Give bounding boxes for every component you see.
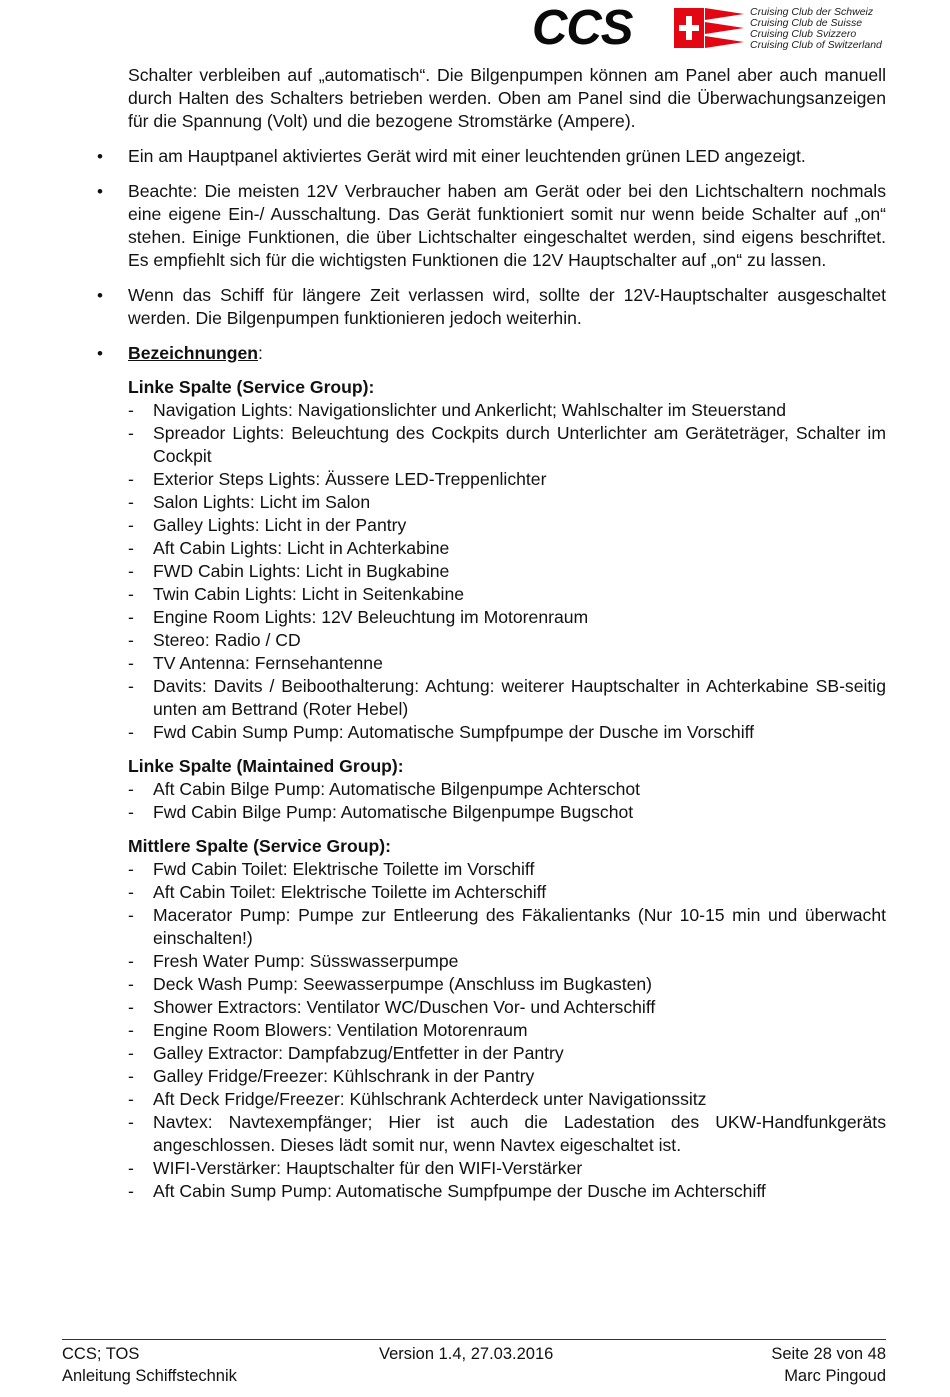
list-item — [97, 721, 886, 744]
bullet-icon: • — [97, 182, 103, 201]
list-item — [97, 491, 886, 514]
dash-marker: - — [128, 1181, 134, 1201]
dash-marker: - — [128, 1089, 134, 1109]
list-item-text: Exterior Steps Lights: Äussere LED-Treppenlichter — [153, 469, 547, 489]
list-item-text: TV Antenna: Fernsehantenne — [153, 653, 383, 673]
bullet-icon: • — [97, 344, 103, 363]
list-item-text: Navtex: Navtexempfänger; Hier ist auch die Ladestation des UKW-Handfunkgeräts angeschlossen. Dieses lädt somit nur, wenn Navtex eigeschaltet ist. — [153, 1112, 886, 1155]
list-item-text: Aft Cabin Sump Pump: Automatische Sumpfpumpe der Dusche im Achterschiff — [153, 1181, 766, 1201]
club-names — [750, 7, 882, 51]
list-item-text: Engine Room Lights: 12V Beleuchtung im Motorenraum — [153, 607, 589, 627]
list-item-text: Stereo: Radio / CD — [153, 630, 301, 650]
dash-marker: - — [128, 802, 134, 822]
bullet-text: Ein am Hauptpanel aktiviertes Gerät wird mit einer leuchtenden grünen LED angezeigt. — [128, 146, 806, 166]
dash-marker: - — [128, 1112, 134, 1132]
list-item-text: Davits: Davits / Beiboothalterung: Achtung: weiterer Hauptschalter in Achterkabine SB-seitig unten am Bettrand (Roter Hebel) — [153, 676, 886, 719]
list-item — [97, 1019, 886, 1042]
list-item — [97, 904, 886, 950]
swiss-flag-pennant-icon — [674, 8, 744, 50]
list-item-text: Galley Fridge/Freezer: Kühlschrank in der Pantry — [153, 1066, 535, 1086]
list-item-text: Galley Extractor: Dampfabzug/Entfetter in der Pantry — [153, 1043, 564, 1063]
dash-marker: - — [128, 882, 134, 902]
list-item — [97, 950, 886, 973]
page-footer — [62, 1339, 886, 1385]
ccs-logo — [532, 1, 892, 55]
list-item — [97, 778, 886, 801]
list-item-text: Fresh Water Pump: Süsswasserpumpe — [153, 951, 459, 971]
list-item — [97, 583, 886, 606]
list-item — [97, 1088, 886, 1111]
group-title: Linke Spalte (Maintained Group): — [128, 756, 404, 776]
list-item-text: Aft Deck Fridge/Freezer: Kühlschrank Achterdeck unter Navigationssitz — [153, 1089, 707, 1109]
list-item — [97, 801, 886, 824]
page-content — [97, 64, 886, 1203]
list-item-text: Shower Extractors: Ventilator WC/Duschen Vor- und Achterschiff — [153, 997, 656, 1017]
list-item-text: WIFI-Verstärker: Hauptschalter für den WIFI-Verstärker — [153, 1158, 583, 1178]
bullet-text: Beachte: Die meisten 12V Verbraucher haben am Gerät oder bei den Lichtschaltern nochmals eine eigene Ein-/ Ausschaltung. Das Gerät funktioniert somit nur wenn beide Schalter auf „on“ stehen. Einige Funktionen, die über Lichtschalter eingeschaltet werden, sind eigens beschriftet. Es empfiehlt sich für die wichtigsten Funktionen die 12V Hauptschalter auf „on“ zu lassen. — [128, 181, 886, 270]
bullet-item — [97, 180, 886, 272]
designation-groups — [97, 376, 886, 1203]
list-item — [97, 514, 886, 537]
list-item-text: Aft Cabin Toilet: Elektrische Toilette im Achterschiff — [153, 882, 547, 902]
dash-marker: - — [128, 653, 134, 673]
list-item-text: Galley Lights: Licht in der Pantry — [153, 515, 407, 535]
list-item — [97, 881, 886, 904]
list-item — [97, 996, 886, 1019]
dash-marker: - — [128, 538, 134, 558]
dash-marker: - — [128, 779, 134, 799]
list-item — [97, 606, 886, 629]
dash-marker: - — [128, 1020, 134, 1040]
footer-row — [62, 1340, 886, 1363]
club-name-en: Cruising Club of Switzerland — [750, 39, 882, 51]
dash-marker: - — [128, 469, 134, 489]
list-item-text: Macerator Pump: Pumpe zur Entleerung des Fäkalientanks (Nur 10-15 min und überwacht einschalten!) — [153, 905, 886, 948]
dash-marker: - — [128, 1066, 134, 1086]
list-item — [97, 1042, 886, 1065]
dash-marker: - — [128, 974, 134, 994]
bullet-text: Wenn das Schiff für längere Zeit verlassen wird, sollte der 12V-Hauptschalter ausgeschaltet werden. Die Bilgenpumpen funktionieren jedoch weiterhin. — [128, 285, 886, 328]
bullet-item — [97, 284, 886, 330]
list-item — [97, 1157, 886, 1180]
club-name-it: Cruising Club Svizzero — [750, 28, 857, 40]
list-item-text: Fwd Cabin Sump Pump: Automatische Sumpfpumpe der Dusche im Vorschiff — [153, 722, 755, 742]
dash-marker: - — [128, 997, 134, 1017]
list-item-text: Fwd Cabin Toilet: Elektrische Toilette im Vorschiff — [153, 859, 535, 879]
list-item — [97, 973, 886, 996]
dash-marker: - — [128, 584, 134, 604]
dash-marker: - — [128, 630, 134, 650]
footer-org: CCS; TOS — [62, 1345, 140, 1363]
dash-marker: - — [128, 722, 134, 742]
intro-paragraph: Schalter verbleiben auf „automatisch“. Die Bilgenpumpen können am Panel aber auch manuell durch Halten des Schalters betrieben werden. Oben am Panel sind die Überwachungsanzeigen für die Spannung (Volt) und die bezogene Stromstärke (Ampere). — [128, 65, 886, 131]
footer-author: Marc Pingoud — [784, 1367, 886, 1385]
list-item — [97, 468, 886, 491]
list-item — [97, 858, 886, 881]
list-item-text: Twin Cabin Lights: Licht in Seitenkabine — [153, 584, 465, 604]
bullet-icon: • — [97, 286, 103, 305]
club-name-de: Cruising Club der Schweiz — [750, 6, 874, 18]
list-item-text: Engine Room Blowers: Ventilation Motorenraum — [153, 1020, 528, 1040]
group-title: Linke Spalte (Service Group): — [128, 377, 375, 397]
footer-page-number: Seite 28 von 48 — [771, 1345, 886, 1363]
logo-wordmark: CCS — [532, 1, 633, 55]
bullet-item — [97, 145, 886, 168]
list-item-text: Aft Cabin Bilge Pump: Automatische Bilgenpumpe Achterschot — [153, 779, 641, 799]
dash-marker: - — [128, 1043, 134, 1063]
dash-marker: - — [128, 515, 134, 535]
footer-row — [62, 1360, 886, 1385]
group-title: Mittlere Spalte (Service Group): — [128, 836, 391, 856]
list-item-text: FWD Cabin Lights: Licht in Bugkabine — [153, 561, 450, 581]
list-item — [97, 675, 886, 721]
bullet-item-bezeichnungen — [97, 342, 886, 365]
list-item — [97, 560, 886, 583]
list-item-text: Spreador Lights: Beleuchtung des Cockpits durch Unterlichter am Geräteträger, Schalter im Cockpit — [153, 423, 886, 466]
list-item-text: Deck Wash Pump: Seewasserpumpe (Anschluss im Bugkasten) — [153, 974, 653, 994]
dash-marker: - — [128, 905, 134, 925]
dash-marker: - — [128, 676, 134, 696]
list-item — [97, 652, 886, 675]
list-item-text: Aft Cabin Lights: Licht in Achterkabine — [153, 538, 450, 558]
dash-marker: - — [128, 859, 134, 879]
dash-marker: - — [128, 607, 134, 627]
list-item — [97, 422, 886, 468]
footer-version: Version 1.4, 27.03.2016 — [379, 1345, 554, 1363]
dash-marker: - — [128, 400, 134, 420]
dash-marker: - — [128, 1158, 134, 1178]
list-item — [97, 1180, 886, 1203]
heading-colon: : — [258, 343, 263, 363]
list-item-text: Fwd Cabin Bilge Pump: Automatische Bilgenpumpe Bugschot — [153, 802, 634, 822]
list-item — [97, 1111, 886, 1157]
dash-marker: - — [128, 492, 134, 512]
list-item — [97, 1065, 886, 1088]
dash-marker: - — [128, 561, 134, 581]
list-item — [97, 629, 886, 652]
dash-marker: - — [128, 423, 134, 443]
bullet-icon: • — [97, 147, 103, 166]
footer-doc-title: Anleitung Schiffstechnik — [62, 1367, 237, 1385]
dash-marker: - — [128, 951, 134, 971]
section-heading: Bezeichnungen — [128, 343, 259, 363]
club-name-fr: Cruising Club de Suisse — [750, 17, 863, 29]
list-item-text: Salon Lights: Licht im Salon — [153, 492, 371, 512]
list-item — [97, 537, 886, 560]
list-item — [97, 399, 886, 422]
list-item-text: Navigation Lights: Navigationslichter und Ankerlicht; Wahlschalter im Steuerstand — [153, 400, 787, 420]
